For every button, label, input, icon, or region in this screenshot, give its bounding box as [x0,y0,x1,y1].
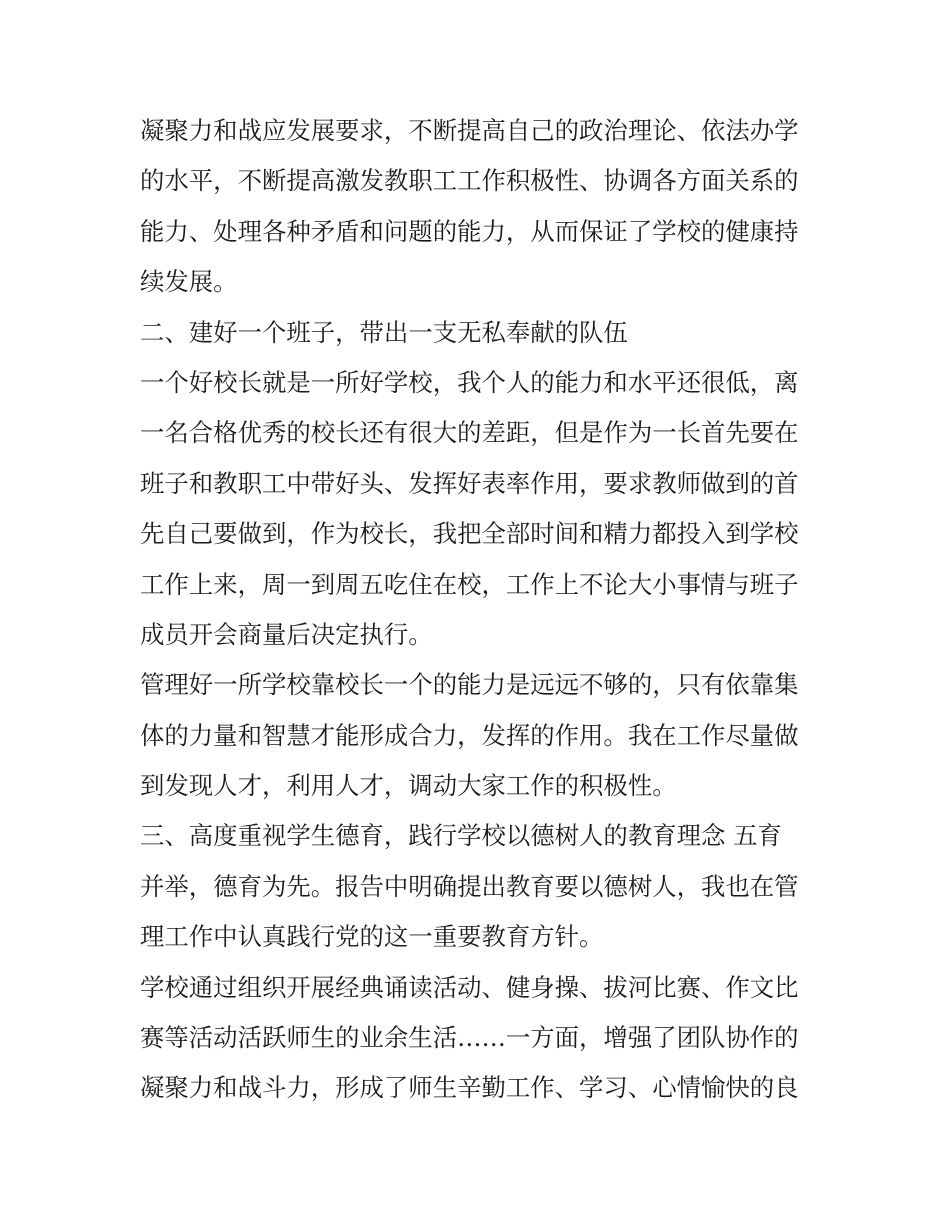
text-line: 的水平，不断提高激发教职工工作积极性、协调各方面关系的 [140,166,799,196]
text-line: 凝聚力和战斗力，形成了师生辛勤工作、学习、心情愉快的良 [140,1073,799,1103]
text-line: 工作上来，周一到周五吃住在校，工作上不论大小事情与班子 [140,569,799,599]
text-line: 赛等活动活跃师生的业余生活……一方面，增强了团队协作的 [140,1023,799,1053]
text-line: 管理好一所学校靠校长一个的能力是远远不够的，只有依靠集 [140,670,799,700]
text-line: 先自己要做到，作为校长，我把全部时间和精力都投入到学校 [140,519,799,549]
text-line: 班子和教职工中带好头、发挥好表率作用，要求教师做到的首 [140,468,799,498]
text-line: 一名合格优秀的校长还有很大的差距，但是作为一长首先要在 [140,418,799,448]
text-line: 到发现人才，利用人才，调动大家工作的积极性。 [140,771,677,801]
text-line: 成员开会商量后决定执行。 [140,619,433,649]
text-line: 学校通过组织开展经典诵读活动、健身操、拔河比赛、作文比 [140,972,799,1002]
document-body [140,106,820,1114]
text-line: 能力、处理各种矛盾和问题的能力，从而保证了学校的健康持 [140,216,799,246]
section-heading: 三、高度重视学生德育，践行学校以德树人的教育理念 五育 [140,821,782,851]
text-line: 体的力量和智慧才能形成合力，发挥的作用。我在工作尽量做 [140,720,799,750]
section-heading: 二、建好一个班子，带出一支无私奉献的队伍 [140,317,628,347]
text-line: 续发展。 [140,267,238,297]
text-line: 凝聚力和战应发展要求，不断提高自己的政治理论、依法办学 [140,116,799,145]
text-line: 并举，德育为先。报告中明确提出教育要以德树人，我也在管 [140,871,799,901]
text-line: 理工作中认真践行党的这一重要教育方针。 [140,922,604,952]
text-line: 一个好校长就是一所好学校，我个人的能力和水平还很低，离 [140,367,799,397]
